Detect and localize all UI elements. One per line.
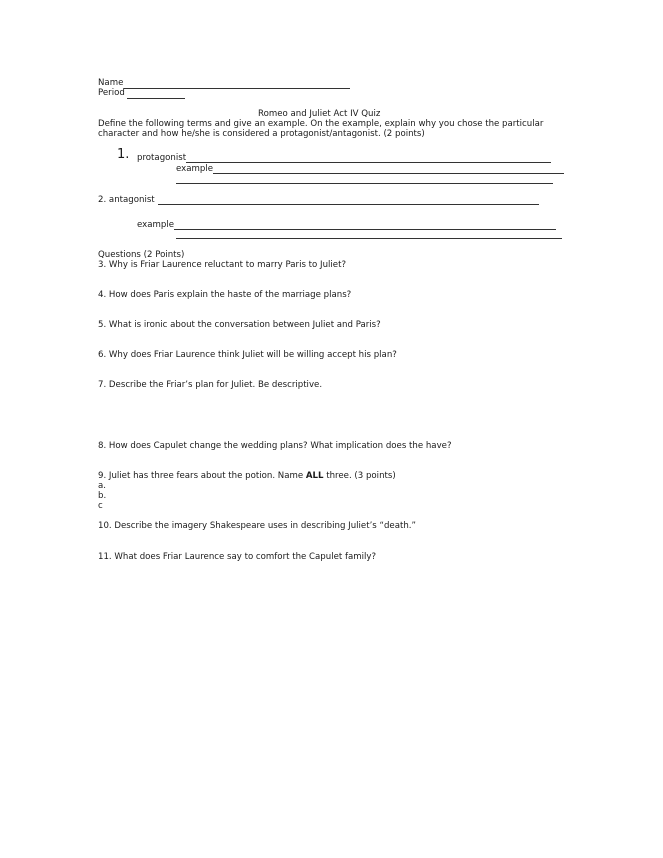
- question-6: 6. Why does Friar Laurence think Juliet will be willing accept his plan?: [98, 350, 397, 360]
- question-9-option-b: b.: [98, 491, 107, 501]
- question-9-text-start: 9. Juliet has three fears about the potion. Name: [98, 471, 306, 481]
- name-blank-line[interactable]: [124, 88, 350, 89]
- question-10: 10. Describe the imagery Shakespeare uses in describing Juliet’s “death.”: [98, 521, 416, 531]
- period-blank-line[interactable]: [127, 98, 185, 99]
- antagonist-answer-line[interactable]: [158, 204, 539, 205]
- question-3: 3. Why is Friar Laurence reluctant to marry Paris to Juliet?: [98, 260, 347, 270]
- question-5: 5. What is ironic about the conversation between Juliet and Paris?: [98, 320, 381, 330]
- question-9-emphasis: ALL: [305, 471, 324, 481]
- antagonist-label: 2. antagonist: [98, 195, 155, 205]
- period-label: Period: [98, 88, 125, 98]
- question-9-option-c: c: [98, 501, 103, 511]
- protagonist-answer-line[interactable]: [186, 162, 551, 163]
- question-9-text-end: three. (3 points): [323, 471, 396, 481]
- name-label: Name: [98, 78, 124, 88]
- antagonist-example-label: example: [137, 220, 174, 230]
- antagonist-example-line-2[interactable]: [176, 238, 562, 239]
- protagonist-example-line-1[interactable]: [213, 173, 564, 174]
- antagonist-example-line-1[interactable]: [174, 229, 556, 230]
- protagonist-label: protagonist: [137, 153, 187, 163]
- question-7: 7. Describe the Friar’s plan for Juliet. Be descriptive.: [98, 380, 323, 390]
- item-1-number: 1.: [117, 147, 130, 162]
- instructions-line-1: Define the following terms and give an example. On the example, explain why you chose the particular: [98, 119, 544, 129]
- question-11: 11. What does Friar Laurence say to comfort the Capulet family?: [98, 552, 377, 562]
- protagonist-example-line-2[interactable]: [176, 183, 553, 184]
- questions-heading: Questions (2 Points): [98, 250, 185, 260]
- instructions-line-2: character and how he/she is considered a protagonist/antagonist. (2 points): [98, 129, 425, 139]
- quiz-title: Romeo and Juliet Act IV Quiz: [258, 109, 381, 119]
- question-4: 4. How does Paris explain the haste of the marriage plans?: [98, 290, 352, 300]
- question-8: 8. How does Capulet change the wedding plans? What implication does the have?: [98, 441, 452, 451]
- question-9-option-a: a.: [98, 481, 106, 491]
- question-9: [98, 471, 396, 481]
- protagonist-example-label: example: [176, 164, 213, 174]
